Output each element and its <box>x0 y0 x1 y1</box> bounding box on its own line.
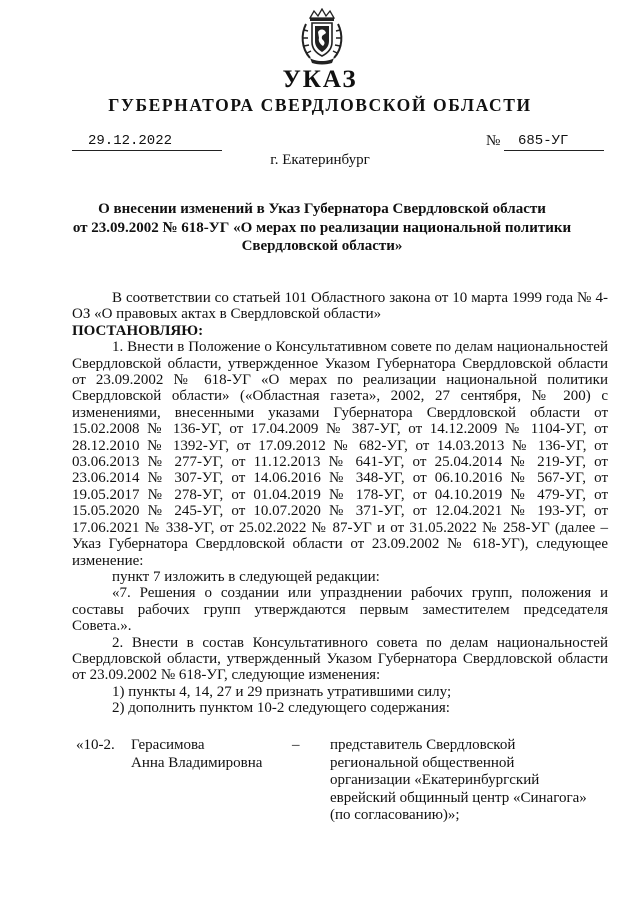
entry-role-line: организации «Екатеринбургский <box>330 772 540 788</box>
document-subtitle: ГУБЕРНАТОРА СВЕРДЛОВСКОЙ ОБЛАСТИ <box>108 95 532 115</box>
resolve-heading: ПОСТАНОВЛЯЮ: <box>72 322 204 339</box>
entry-role-line: представитель Свердловской <box>330 737 516 753</box>
paragraph-1-sub: пункт 7 изложить в следующей редакции: <box>112 568 380 585</box>
sverdlovsk-coat-of-arms-icon <box>300 8 344 66</box>
decree-heading <box>72 200 572 256</box>
document-title: УКАЗ <box>282 66 358 93</box>
paragraph-2-item-2: 2) дополнить пунктом 10-2 следующего содержания: <box>112 700 450 717</box>
entry-number: «10-2. <box>76 737 115 753</box>
heading-line: О внесении изменений в Указ Губернатора Свердловской области <box>98 201 546 217</box>
heading-line: Свердловской области» <box>241 238 403 254</box>
decree-number: 685-УГ <box>504 133 604 151</box>
decree-date: 29.12.2022 <box>72 133 222 151</box>
paragraph-1-quote: «7. Решения о создании или упразднении рабочих групп, положения и составы рабочих групп утверждаются первым заместителем председателя Совета.». <box>72 585 608 635</box>
entry-role <box>330 737 587 825</box>
entry-dash: – <box>292 737 300 753</box>
number-sign: № <box>486 133 501 149</box>
entry-person <box>131 737 262 772</box>
entry-surname: Герасимова <box>131 737 205 753</box>
intro-paragraph: В соответствии со статьей 101 Областного закона от 10 марта 1999 года № 4-ОЗ «О правовых актах в Свердловской области» <box>72 290 608 323</box>
paragraph-2-item-1: 1) пункты 4, 14, 27 и 29 признать утратившими силу; <box>112 683 452 700</box>
paragraph-1: 1. Внести в Положение о Консультативном совете по делам национальностей Свердловской области, утвержденное Указом Губернатора Свердловской области от 23.09.2002 № 618-УГ «О мерах по реализации национальной политики Свердловской области» («Областная газета», 2002, 27 сентября, № 200) с изменениями, внесенными указами Губернатора Свердловской области от 15.02.2008 № 136-УГ, от 17.04.2009 № 387-УГ, от 14.12.2009 № 1104-УГ, от 28.12.2010 № 1392-УГ, от 17.09.2012 № 682-УГ, от 14.03.2013 № 136-УГ, от 03.06.2013 № 277-УГ, от 11.12.2013 № 641-УГ, от 25.04.2014 № 219-УГ, от 23.06.2014 № 307-УГ, от 14.06.2016 № 348-УГ, от 06.10.2016 № 567-УГ, от 19.05.2017 № 278-УГ, от 01.04.2019 № 178-УГ, от 04.10.2019 № 479-УГ, от 15.05.2020 № 245-УГ, от 10.07.2020 № 371-УГ, от 12.04.2021 № 193-УГ, от 17.06.2021 № 338-УГ, от 25.02.2022 № 87-УГ и от 31.05.2022 № 258-УГ (далее – Указ Губернатора Свердловской области от 23.09.2002 № 618-УГ), следующее изменение: <box>72 339 608 569</box>
entry-role-line: еврейский общинный центр «Синагога» <box>330 789 587 806</box>
paragraph-2: 2. Внести в состав Консультативного совета по делам национальностей Свердловской области, утвержденный Указом Губернатора Свердловской области от 23.09.2002 № 618-УГ, следующие изменения: <box>72 634 608 684</box>
city: г. Екатеринбург <box>270 152 370 168</box>
heading-line: от 23.09.2002 № 618-УГ «О мерах по реализации национальной политики <box>72 219 572 236</box>
entry-role-line: (по согласованию)»; <box>330 807 460 823</box>
decree-body <box>72 290 608 717</box>
entry-role-line: региональной общественной <box>330 754 515 771</box>
entry-name: Анна Владимировна <box>131 754 263 771</box>
